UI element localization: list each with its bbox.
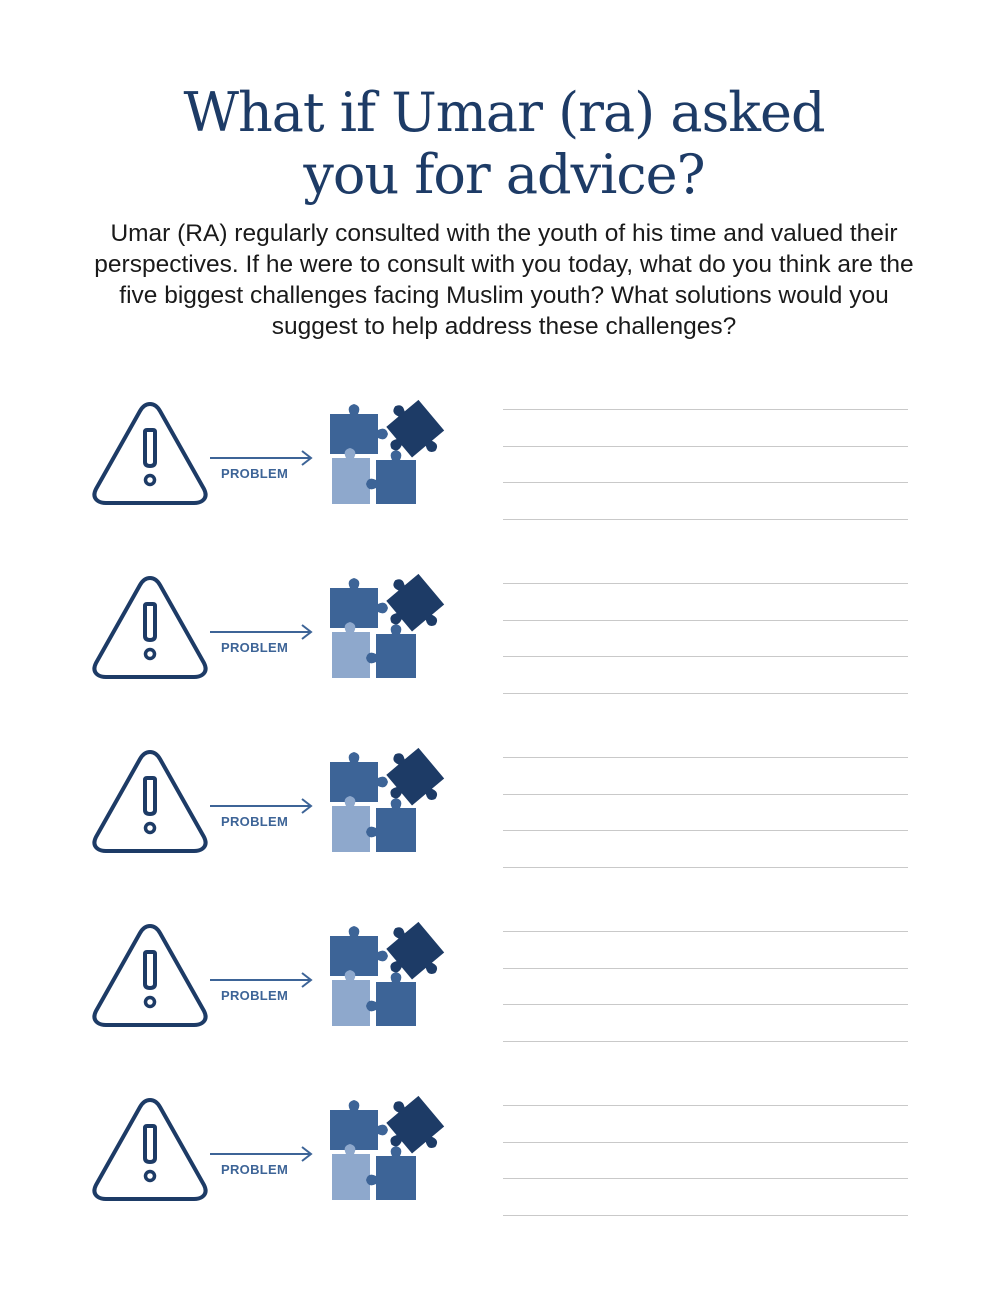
intro-paragraph: Umar (RA) regularly consulted with the youth of his time and valued their perspectives. If he were to consult with you today, what do you think are the five biggest challenges facing Muslim youth? What solutions would you suggest to help address these challenges? bbox=[94, 220, 914, 340]
writing-line[interactable] bbox=[503, 656, 908, 657]
writing-line[interactable] bbox=[503, 693, 908, 694]
warning-triangle-icon bbox=[90, 400, 210, 508]
challenge-row bbox=[0, 400, 1008, 540]
puzzle-icon bbox=[324, 388, 446, 508]
warning-triangle-icon bbox=[90, 922, 210, 1030]
writing-line[interactable] bbox=[503, 1041, 908, 1042]
arrow-right-icon bbox=[208, 796, 318, 816]
arrow-right-icon bbox=[208, 448, 318, 468]
writing-line[interactable] bbox=[503, 409, 908, 410]
warning-triangle-icon bbox=[90, 574, 210, 682]
answer-lines bbox=[503, 1105, 908, 1217]
problem-label: PROBLEM bbox=[221, 640, 289, 655]
writing-line[interactable] bbox=[503, 583, 908, 584]
writing-line[interactable] bbox=[503, 1105, 908, 1106]
writing-line[interactable] bbox=[503, 931, 908, 932]
writing-line[interactable] bbox=[503, 830, 908, 831]
warning-triangle-icon bbox=[90, 1096, 210, 1204]
puzzle-icon bbox=[324, 1084, 446, 1204]
answer-lines bbox=[503, 409, 908, 521]
writing-line[interactable] bbox=[503, 757, 908, 758]
writing-line[interactable] bbox=[503, 1178, 908, 1179]
challenge-row bbox=[0, 574, 1008, 714]
challenge-row bbox=[0, 922, 1008, 1062]
answer-lines bbox=[503, 757, 908, 869]
challenge-row bbox=[0, 748, 1008, 888]
arrow-right-icon bbox=[208, 1144, 318, 1164]
writing-line[interactable] bbox=[503, 1215, 908, 1216]
problem-label: PROBLEM bbox=[221, 466, 289, 481]
writing-line[interactable] bbox=[503, 794, 908, 795]
arrow-right-icon bbox=[208, 622, 318, 642]
writing-line[interactable] bbox=[503, 519, 908, 520]
problem-label: PROBLEM bbox=[221, 814, 289, 829]
problem-label: PROBLEM bbox=[221, 988, 289, 1003]
page-title bbox=[0, 82, 1008, 206]
problem-label: PROBLEM bbox=[221, 1162, 289, 1177]
arrow-right-icon bbox=[208, 970, 318, 990]
writing-line[interactable] bbox=[503, 482, 908, 483]
title-line-2: you for advice? bbox=[303, 143, 705, 206]
challenge-row bbox=[0, 1096, 1008, 1236]
title-line-1: What if Umar (ra) asked bbox=[183, 81, 825, 144]
puzzle-icon bbox=[324, 910, 446, 1030]
writing-line[interactable] bbox=[503, 620, 908, 621]
answer-lines bbox=[503, 931, 908, 1043]
puzzle-icon bbox=[324, 736, 446, 856]
writing-line[interactable] bbox=[503, 1004, 908, 1005]
writing-line[interactable] bbox=[503, 446, 908, 447]
writing-line[interactable] bbox=[503, 1142, 908, 1143]
warning-triangle-icon bbox=[90, 748, 210, 856]
puzzle-icon bbox=[324, 562, 446, 682]
writing-line[interactable] bbox=[503, 968, 908, 969]
writing-line[interactable] bbox=[503, 867, 908, 868]
answer-lines bbox=[503, 583, 908, 695]
